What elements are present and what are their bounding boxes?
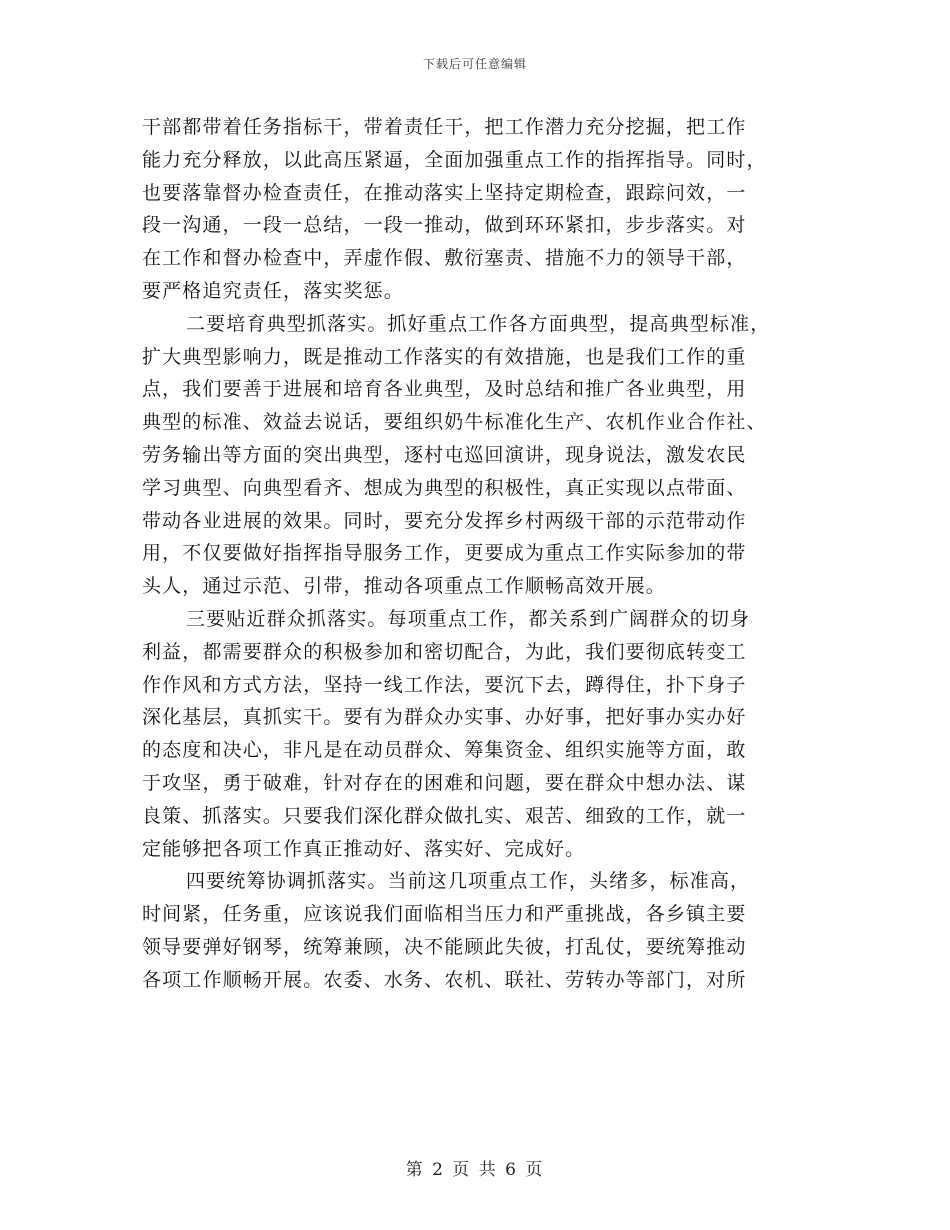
body-line: 于攻坚，勇于破难，针对存在的困难和问题，要在群众中想办法、谋 bbox=[142, 771, 747, 794]
body-line: 干部都带着任务指标干，带着责任干，把工作潜力充分挖掘，把工作 bbox=[142, 116, 747, 138]
body-line: 良策、抓落实。只要我们深化群众做扎实、艰苦、细致的工作，就一 bbox=[142, 804, 747, 827]
body-line: 劳务输出等方面的突出典型，逐村屯巡回演讲，现身说法，激发农民 bbox=[142, 443, 747, 466]
body-line: 点，我们要善于进展和培育各业典型，及时总结和推广各业典型，用 bbox=[142, 378, 747, 401]
body-line: 作作风和方式方法，坚持一线工作法，要沉下去，蹲得住，扑下身子 bbox=[142, 673, 747, 696]
body-line: 要严格追究责任，落实奖惩。 bbox=[142, 279, 404, 302]
body-line: 扩大典型影响力，既是推动工作落实的有效措施，也是我们工作的重 bbox=[142, 345, 747, 368]
paragraph-start-line: 三要贴近群众抓落实。每项重点工作，都关系到广阔群众的切身 bbox=[186, 607, 751, 630]
body-line: 段一沟通，一段一总结，一段一推动，做到环环紧扣，步步落实。对 bbox=[142, 214, 747, 237]
body-line: 定能够把各项工作真正推动好、落实好、完成好。 bbox=[142, 837, 586, 860]
body-line: 头人，通过示范、引带，推动各项重点工作顺畅高效开展。 bbox=[142, 575, 666, 598]
body-line: 学习典型、向典型看齐、想成为典型的积极性，真正实现以点带面、 bbox=[142, 476, 747, 499]
body-line: 领导要弹好钢琴，统筹兼顾，决不能顾此失彼，打乱仗，要统筹推动 bbox=[142, 935, 747, 958]
body-line: 也要落靠督办检查责任，在推动落实上坚持定期检查，跟踪问效，一 bbox=[142, 181, 747, 204]
body-line: 利益，都需要群众的积极参加和密切配合，为此，我们要彻底转变工 bbox=[142, 640, 747, 663]
body-line: 在工作和督办检查中，弄虚作假、敷衍塞责、措施不力的领导干部， bbox=[142, 247, 747, 270]
body-line: 时间紧，任务重，应该说我们面临相当压力和严重挑战，各乡镇主要 bbox=[142, 903, 747, 926]
body-line: 的态度和决心，非凡是在动员群众、筹集资金、组织实施等方面，敢 bbox=[142, 739, 747, 762]
body-line: 深化基层，真抓实干。要有为群众办实事、办好事，把好事办实办好 bbox=[142, 706, 747, 729]
body-line: 用，不仅要做好指挥指导服务工作，更要成为重点工作实际参加的带 bbox=[142, 542, 747, 565]
paragraph-start-line: 二要培育典型抓落实。抓好重点工作各方面典型，提高典型标准， bbox=[186, 312, 771, 335]
page-header: 下载后可任意编辑 bbox=[422, 57, 527, 71]
body-line: 各项工作顺畅开展。农委、水务、农机、联社、劳转办等部门，对所 bbox=[142, 968, 747, 991]
body-line: 典型的标准、效益去说话，要组织奶牛标准化生产、农机作业合作社、 bbox=[142, 411, 767, 434]
page-number: 第 2 页 共 6 页 bbox=[405, 1160, 545, 1180]
document-body bbox=[142, 111, 800, 997]
body-line: 能力充分释放，以此高压紧逼，全面加强重点工作的指挥指导。同时， bbox=[142, 148, 767, 171]
body-line: 带动各业进展的效果。同时，要充分发挥乡村两级干部的示范带动作 bbox=[142, 509, 747, 532]
paragraph-start-line: 四要统筹协调抓落实。当前这几项重点工作，头绪多，标准高， bbox=[186, 870, 751, 893]
